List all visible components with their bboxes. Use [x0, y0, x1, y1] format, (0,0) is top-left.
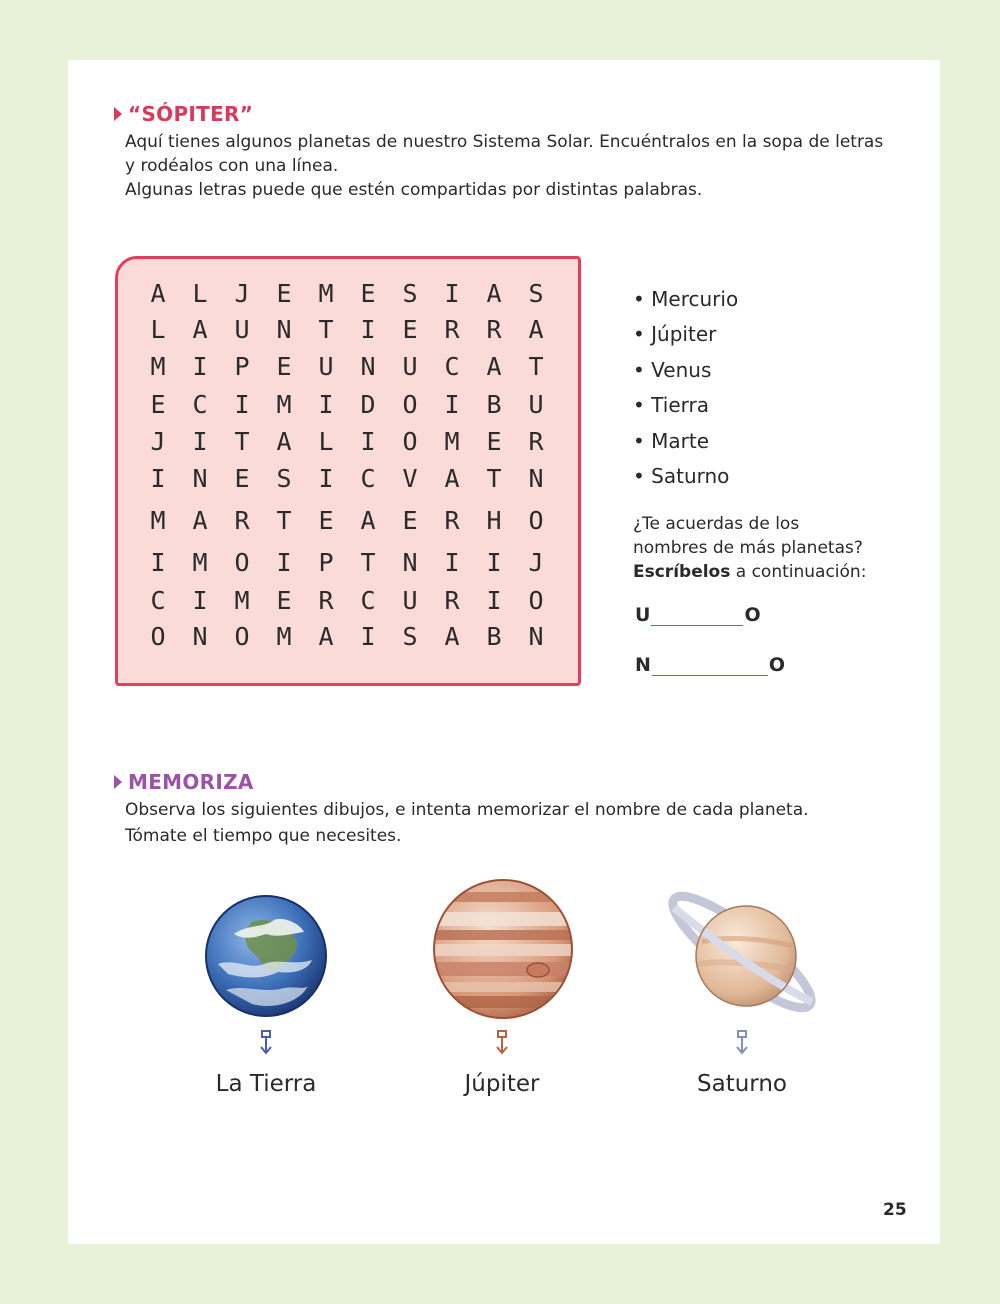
grid-letter[interactable]: A [486, 279, 502, 308]
arrow-down-icon [734, 1030, 750, 1056]
grid-letter[interactable]: I [318, 390, 334, 419]
grid-letter[interactable]: A [528, 315, 544, 344]
grid-letter[interactable]: I [486, 586, 502, 615]
grid-letter[interactable]: A [150, 279, 166, 308]
grid-letter[interactable]: A [192, 506, 208, 535]
grid-letter[interactable]: V [402, 464, 418, 493]
question-bold-word: Escríbelos [633, 562, 731, 582]
grid-letter[interactable]: I [150, 548, 166, 577]
grid-letter[interactable]: N [528, 622, 544, 651]
grid-letter[interactable]: O [234, 548, 250, 577]
grid-letter[interactable]: M [276, 390, 292, 419]
grid-letter[interactable]: R [528, 427, 544, 456]
grid-letter[interactable]: A [444, 622, 460, 651]
answer-line[interactable] [651, 607, 743, 626]
grid-letter[interactable]: A [276, 427, 292, 456]
grid-letter[interactable]: M [150, 352, 166, 381]
grid-letter[interactable]: I [150, 464, 166, 493]
grid-letter[interactable]: C [444, 352, 460, 381]
grid-letter[interactable]: L [150, 315, 166, 344]
grid-letter[interactable]: O [402, 390, 418, 419]
blank-answer-2[interactable] [635, 654, 785, 676]
grid-letter[interactable]: M [318, 279, 334, 308]
grid-letter[interactable]: M [150, 506, 166, 535]
word-list-item: • Mercurio [633, 282, 738, 317]
grid-letter[interactable]: A [486, 352, 502, 381]
section-title-sopiter [114, 102, 253, 126]
grid-letter[interactable]: E [234, 464, 250, 493]
section-title-text: MEMORIZA [128, 770, 254, 794]
grid-letter[interactable]: B [486, 390, 502, 419]
grid-letter[interactable]: N [402, 548, 418, 577]
grid-letter[interactable]: E [276, 352, 292, 381]
saturn-icon [662, 890, 822, 1020]
grid-letter[interactable]: A [192, 315, 208, 344]
blank-end-letter: O [744, 604, 761, 626]
grid-letter[interactable]: E [276, 279, 292, 308]
grid-letter[interactable]: S [528, 279, 544, 308]
grid-letter[interactable]: T [360, 548, 376, 577]
page-number: 25 [883, 1200, 907, 1220]
grid-letter[interactable]: N [192, 464, 208, 493]
grid-letter[interactable]: R [444, 506, 460, 535]
grid-letter[interactable]: J [150, 427, 166, 456]
grid-letter[interactable]: E [360, 279, 376, 308]
grid-letter[interactable]: D [360, 390, 376, 419]
grid-letter[interactable]: O [402, 427, 418, 456]
section2-instructions [125, 797, 925, 849]
planet-label-saturn: Saturno [697, 1071, 787, 1097]
section-title-text: “SÓPITER” [128, 102, 254, 126]
triangle-bullet-icon [114, 775, 122, 789]
section-title-memoriza [114, 770, 254, 794]
grid-letter[interactable]: P [318, 548, 334, 577]
grid-letter[interactable]: I [318, 464, 334, 493]
arrow-down-icon [258, 1030, 274, 1056]
grid-letter[interactable]: O [150, 622, 166, 651]
grid-letter[interactable]: E [486, 427, 502, 456]
jupiter-icon [432, 878, 574, 1020]
grid-letter[interactable]: N [276, 315, 292, 344]
grid-letter[interactable]: N [360, 352, 376, 381]
word-search-grid[interactable] [115, 256, 581, 686]
word-list-item: • Tierra [633, 388, 738, 423]
grid-letter[interactable]: E [402, 315, 418, 344]
grid-letter[interactable]: I [192, 586, 208, 615]
planet-label-earth: La Tierra [215, 1071, 317, 1097]
instructions-line: Observa los siguientes dibujos, e intenta memorizar el nombre de cada planeta. [125, 800, 809, 820]
grid-letter[interactable]: I [360, 315, 376, 344]
grid-letter[interactable]: C [150, 586, 166, 615]
blank-end-letter: O [768, 654, 786, 676]
more-planets-question [633, 512, 923, 584]
grid-letter[interactable]: U [402, 352, 418, 381]
question-line: nombres de más planetas? [633, 538, 863, 558]
grid-letter[interactable]: J [528, 548, 544, 577]
grid-letter[interactable]: M [234, 586, 250, 615]
grid-letter[interactable]: T [486, 464, 502, 493]
grid-letter[interactable]: I [276, 548, 292, 577]
grid-letter[interactable]: J [234, 279, 250, 308]
grid-letter[interactable]: C [360, 464, 376, 493]
grid-letter[interactable]: N [192, 622, 208, 651]
grid-letter[interactable]: I [234, 390, 250, 419]
grid-letter[interactable]: I [360, 622, 376, 651]
grid-letter[interactable]: U [234, 315, 250, 344]
instructions-line: Tómate el tiempo que necesites. [125, 826, 402, 846]
planet-label-jupiter: Júpiter [464, 1071, 540, 1097]
grid-letter[interactable]: I [360, 427, 376, 456]
grid-letter[interactable]: A [360, 506, 376, 535]
word-list-item: • Saturno [633, 459, 738, 494]
grid-letter[interactable]: I [486, 548, 502, 577]
grid-letter[interactable]: B [486, 622, 502, 651]
grid-letter[interactable]: R [234, 506, 250, 535]
grid-letter[interactable]: C [192, 390, 208, 419]
grid-letter[interactable]: S [276, 464, 292, 493]
triangle-bullet-icon [114, 107, 122, 121]
grid-letter[interactable]: O [234, 622, 250, 651]
grid-letter[interactable]: I [444, 390, 460, 419]
grid-letter[interactable]: E [318, 506, 334, 535]
grid-letter[interactable]: S [402, 279, 418, 308]
question-rest: a continuación: [730, 562, 867, 582]
section1-instructions [125, 130, 925, 202]
grid-letter[interactable]: E [402, 506, 418, 535]
grid-letter[interactable]: U [528, 390, 544, 419]
grid-letter[interactable]: E [150, 390, 166, 419]
word-list-item: • Marte [633, 424, 738, 459]
grid-letter[interactable]: N [528, 464, 544, 493]
planet-word-list [633, 282, 738, 494]
grid-letter[interactable]: T [528, 352, 544, 381]
grid-letter[interactable]: R [444, 315, 460, 344]
grid-letter[interactable]: R [318, 586, 334, 615]
grid-letter[interactable]: L [192, 279, 208, 308]
grid-letter[interactable]: M [276, 622, 292, 651]
grid-letter[interactable]: O [528, 586, 544, 615]
arrow-down-icon [494, 1030, 510, 1056]
grid-letter[interactable]: O [528, 506, 544, 535]
word-list-item: • Venus [633, 353, 738, 388]
grid-letter[interactable]: T [318, 315, 334, 344]
instructions-line: Algunas letras puede que estén compartidas por distintas palabras. [125, 180, 703, 200]
blank-start-letter: N [635, 654, 651, 676]
answer-line[interactable] [652, 657, 768, 676]
grid-letter[interactable]: R [444, 586, 460, 615]
grid-letter[interactable]: T [234, 427, 250, 456]
grid-letter[interactable]: S [402, 622, 418, 651]
grid-letter[interactable]: I [192, 427, 208, 456]
grid-letter[interactable]: H [486, 506, 502, 535]
worksheet-page [68, 60, 940, 1244]
grid-letter[interactable]: U [402, 586, 418, 615]
grid-letter[interactable]: A [444, 464, 460, 493]
grid-letter[interactable]: A [318, 622, 334, 651]
grid-letter[interactable]: P [234, 352, 250, 381]
grid-letter[interactable]: M [192, 548, 208, 577]
word-list-item: • Júpiter [633, 317, 738, 352]
question-line: ¿Te acuerdas de los [633, 514, 800, 534]
instructions-line: Aquí tienes algunos planetas de nuestro Sistema Solar. Encuéntralos en la sopa de letras [125, 132, 884, 152]
instructions-line: y rodéalos con una línea. [125, 156, 339, 176]
blank-start-letter: U [635, 604, 651, 626]
grid-letter[interactable]: R [486, 315, 502, 344]
grid-letter[interactable]: U [318, 352, 334, 381]
blank-answer-1[interactable] [635, 604, 761, 626]
grid-letter[interactable]: I [444, 279, 460, 308]
grid-letter[interactable]: E [276, 586, 292, 615]
grid-letter[interactable]: M [444, 427, 460, 456]
question-line [633, 560, 923, 584]
grid-letter[interactable]: L [318, 427, 334, 456]
grid-letter[interactable]: T [276, 506, 292, 535]
grid-letter[interactable]: I [192, 352, 208, 381]
grid-letter[interactable]: C [360, 586, 376, 615]
grid-letter[interactable]: I [444, 548, 460, 577]
earth-icon [204, 894, 328, 1018]
